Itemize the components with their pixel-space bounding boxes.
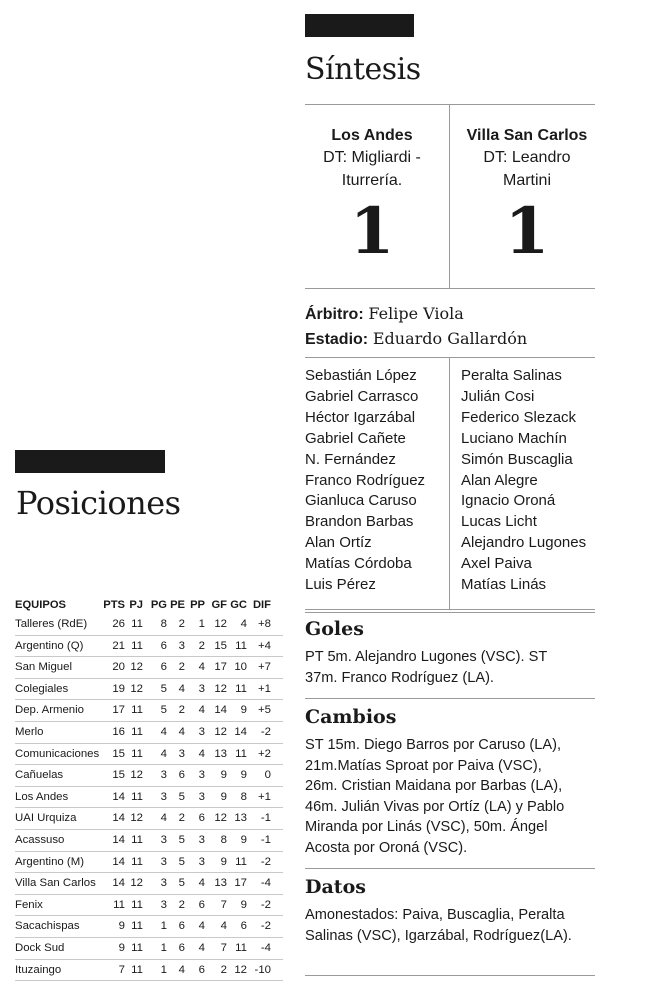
cell-pg: 3 bbox=[160, 790, 167, 803]
cell-pj: 11 bbox=[131, 747, 143, 760]
cell-team: Dock Sud bbox=[15, 941, 65, 954]
cell-pp: 3 bbox=[198, 769, 205, 782]
cell-team: Talleres (RdE) bbox=[15, 618, 88, 630]
cell-pg: 5 bbox=[160, 682, 167, 695]
cell-pts: 14 bbox=[112, 877, 125, 890]
cell-pg: 6 bbox=[160, 639, 167, 652]
cell-team: Argentino (Q) bbox=[15, 639, 84, 652]
cell-pj: 11 bbox=[131, 618, 143, 630]
cell-pg: 4 bbox=[160, 812, 167, 825]
player-name: Brandon Barbas bbox=[305, 513, 414, 531]
table-row bbox=[15, 852, 283, 874]
cell-pj: 12 bbox=[130, 812, 143, 825]
cell-gc: 12 bbox=[234, 963, 247, 976]
divider bbox=[449, 105, 450, 288]
cell-pp: 4 bbox=[198, 941, 205, 954]
cell-team: Sacachispas bbox=[15, 920, 80, 933]
changes-text bbox=[305, 735, 595, 859]
player-name: Matías Linás bbox=[461, 576, 547, 594]
header-pts: PTS bbox=[103, 599, 125, 611]
divider bbox=[305, 612, 595, 613]
cell-pj: 12 bbox=[130, 661, 143, 674]
cell-pp: 6 bbox=[198, 898, 205, 911]
home-team-name: Los Andes bbox=[331, 127, 413, 144]
player-name: Alejandro Lugones bbox=[461, 534, 587, 552]
cell-pg: 1 bbox=[160, 963, 167, 976]
cell-pts: 17 bbox=[112, 704, 125, 717]
cell-dif: +8 bbox=[258, 618, 271, 630]
player-name: Alan Alegre bbox=[461, 471, 538, 489]
player-name: Simón Buscaglia bbox=[461, 450, 573, 468]
referee: Árbitro: Felipe Viola bbox=[305, 304, 464, 323]
home-team-coach: Iturrería. bbox=[341, 172, 403, 189]
cell-gf: 14 bbox=[214, 704, 227, 717]
cell-pts: 21 bbox=[112, 639, 125, 652]
table-row bbox=[15, 895, 283, 917]
player-name: Héctor Igarzábal bbox=[305, 408, 416, 426]
header-dif: DIF bbox=[252, 599, 271, 611]
cell-pj: 11 bbox=[131, 941, 143, 954]
divider bbox=[449, 358, 450, 609]
posiciones-header-bar bbox=[15, 450, 165, 473]
text-line: 21m.Matías Sproat por Paiva (VSC), bbox=[305, 757, 542, 774]
cell-team: Merlo bbox=[15, 725, 44, 738]
cell-pe: 6 bbox=[178, 769, 185, 782]
cell-pg: 8 bbox=[160, 618, 167, 630]
text-line: Salinas (VSC), Igarzábal, Rodríguez(LA). bbox=[305, 927, 572, 944]
cell-team: Villa San Carlos bbox=[15, 877, 96, 890]
changes-title: Cambios bbox=[305, 706, 397, 728]
match-officials bbox=[305, 302, 527, 352]
cell-pts: 26 bbox=[112, 618, 125, 630]
cell-pe: 4 bbox=[178, 682, 185, 695]
cell-pe: 4 bbox=[178, 963, 185, 976]
cell-pj: 11 bbox=[131, 898, 143, 911]
cell-pe: 3 bbox=[178, 639, 185, 652]
cell-gc: 10 bbox=[234, 661, 247, 674]
header-gf: GF bbox=[211, 599, 227, 611]
cell-gc: 11 bbox=[235, 639, 247, 652]
player-name: Gabriel Cañete bbox=[305, 429, 406, 447]
table-row bbox=[15, 808, 283, 830]
sintesis-title: Síntesis bbox=[305, 52, 421, 87]
player-name: Alan Ortíz bbox=[305, 534, 372, 552]
cell-gf: 4 bbox=[220, 920, 227, 933]
cell-pe: 2 bbox=[178, 812, 185, 825]
cell-gc: 11 bbox=[235, 747, 247, 760]
cell-pg: 4 bbox=[160, 747, 167, 760]
cell-pts: 9 bbox=[118, 920, 125, 933]
player-name: Federico Slezack bbox=[461, 408, 577, 426]
cell-pj: 11 bbox=[131, 855, 143, 868]
goals-text bbox=[305, 647, 595, 688]
cell-pj: 11 bbox=[131, 963, 143, 976]
cell-gc: 6 bbox=[240, 920, 247, 933]
cell-pts: 14 bbox=[112, 855, 125, 868]
cell-gf: 15 bbox=[214, 639, 227, 652]
cell-gf: 9 bbox=[220, 769, 227, 782]
cell-pe: 2 bbox=[178, 898, 185, 911]
cell-dif: +5 bbox=[258, 704, 271, 717]
text-line: Acosta por Oroná (VSC). bbox=[305, 839, 468, 856]
cell-pg: 1 bbox=[160, 920, 167, 933]
cell-pj: 11 bbox=[131, 833, 143, 846]
cell-pp: 6 bbox=[198, 963, 205, 976]
cell-pe: 4 bbox=[178, 725, 185, 738]
cell-pj: 11 bbox=[131, 704, 143, 717]
cell-pe: 6 bbox=[178, 920, 185, 933]
table-row bbox=[15, 614, 283, 636]
cell-pp: 4 bbox=[198, 920, 205, 933]
text-line: 46m. Julián Vivas por Ortíz (LA) y Pablo bbox=[305, 798, 565, 815]
cell-team: Dep. Armenio bbox=[15, 704, 85, 717]
cell-pg: 3 bbox=[160, 898, 167, 911]
cell-dif: 0 bbox=[264, 769, 271, 782]
cell-pts: 16 bbox=[112, 725, 125, 738]
text-line: PT 5m. Alejandro Lugones (VSC). ST bbox=[305, 649, 548, 665]
cell-pj: 11 bbox=[131, 790, 143, 803]
cell-gf: 17 bbox=[214, 661, 227, 674]
header-pp: PP bbox=[190, 599, 205, 611]
cell-pe: 2 bbox=[178, 704, 185, 717]
cell-pp: 4 bbox=[198, 661, 205, 674]
cell-pts: 20 bbox=[112, 661, 125, 674]
sintesis-header-bar bbox=[305, 14, 414, 37]
cell-dif: +4 bbox=[258, 639, 271, 652]
header-team: EQUIPOS bbox=[15, 599, 66, 611]
cell-gc: 11 bbox=[235, 682, 247, 695]
table-row bbox=[15, 700, 283, 722]
cell-team: Los Andes bbox=[15, 790, 69, 803]
table-row bbox=[15, 960, 283, 982]
cell-pp: 3 bbox=[198, 790, 205, 803]
away-team bbox=[455, 126, 599, 269]
divider bbox=[305, 975, 595, 976]
header-pe: PE bbox=[170, 599, 185, 611]
home-team bbox=[300, 126, 444, 269]
goals-title: Goles bbox=[305, 618, 364, 640]
cell-pts: 11 bbox=[113, 898, 125, 911]
cell-pj: 12 bbox=[130, 769, 143, 782]
cell-gf: 8 bbox=[220, 833, 227, 846]
cell-gf: 2 bbox=[220, 963, 227, 976]
cell-pj: 11 bbox=[131, 725, 143, 738]
cell-gf: 7 bbox=[220, 941, 227, 954]
cell-team: Acassuso bbox=[15, 833, 65, 846]
header-pj: PJ bbox=[129, 599, 143, 611]
cell-gc: 9 bbox=[240, 704, 247, 717]
cell-pp: 4 bbox=[198, 877, 205, 890]
divider bbox=[305, 288, 595, 289]
cell-pp: 3 bbox=[198, 682, 205, 695]
cell-pe: 2 bbox=[178, 661, 185, 674]
cell-pj: 12 bbox=[130, 877, 143, 890]
cell-dif: -10 bbox=[254, 963, 271, 976]
cell-pe: 5 bbox=[178, 855, 185, 868]
player-name: N. Fernández bbox=[305, 450, 396, 468]
cell-team: Cañuelas bbox=[15, 769, 64, 782]
cell-pj: 11 bbox=[131, 920, 143, 933]
away-team-name: Villa San Carlos bbox=[466, 127, 588, 144]
cell-gc: 17 bbox=[234, 877, 247, 890]
cell-pe: 3 bbox=[178, 747, 185, 760]
cell-gc: 13 bbox=[234, 812, 247, 825]
table-row bbox=[15, 679, 283, 701]
cell-dif: -2 bbox=[260, 855, 271, 868]
cell-pe: 5 bbox=[178, 790, 185, 803]
cell-team: Ituzaingo bbox=[15, 963, 62, 976]
cell-dif: +2 bbox=[258, 747, 271, 760]
cell-gc: 11 bbox=[235, 941, 247, 954]
cell-pp: 3 bbox=[198, 725, 205, 738]
cell-pe: 5 bbox=[178, 833, 185, 846]
cell-gf: 12 bbox=[214, 618, 227, 630]
cell-pg: 1 bbox=[160, 941, 167, 954]
cell-pts: 15 bbox=[112, 747, 125, 760]
away-lineup bbox=[461, 366, 586, 596]
posiciones-title: Posiciones bbox=[16, 484, 181, 522]
cell-pts: 19 bbox=[112, 682, 125, 695]
cell-pp: 3 bbox=[198, 855, 205, 868]
home-team-coach: DT: Migliardi - bbox=[323, 149, 421, 166]
player-name: Peralta Salinas bbox=[461, 367, 562, 384]
cell-team: San Miguel bbox=[15, 661, 72, 674]
stadium: Estadio: Eduardo Gallardón bbox=[305, 329, 528, 348]
cell-team: UAI Urquiza bbox=[15, 812, 77, 825]
cell-gf: 12 bbox=[214, 725, 227, 738]
table-row bbox=[15, 744, 283, 766]
player-name: Julián Cosi bbox=[461, 387, 535, 405]
cell-gf: 7 bbox=[220, 898, 227, 911]
cell-pts: 15 bbox=[112, 769, 125, 782]
standings-table bbox=[15, 596, 283, 981]
table-row bbox=[15, 830, 283, 852]
cell-pts: 9 bbox=[118, 941, 125, 954]
cell-pj: 11 bbox=[131, 639, 143, 652]
home-score: 1 bbox=[349, 194, 395, 269]
cell-pe: 6 bbox=[178, 941, 185, 954]
player-name: Gabriel Carrasco bbox=[305, 387, 419, 405]
text-line: 37m. Franco Rodríguez (LA). bbox=[305, 669, 494, 686]
cell-pg: 3 bbox=[160, 877, 167, 890]
cell-pts: 7 bbox=[118, 963, 125, 976]
away-score: 1 bbox=[504, 194, 550, 269]
cell-pp: 1 bbox=[198, 618, 205, 630]
cell-pp: 3 bbox=[198, 833, 205, 846]
cell-gc: 9 bbox=[240, 833, 247, 846]
divider bbox=[305, 609, 595, 610]
divider bbox=[305, 868, 595, 869]
cell-dif: +1 bbox=[258, 790, 271, 803]
text-line: 26m. Cristian Maidana por Barbas (LA), bbox=[305, 778, 563, 795]
cell-gc: 9 bbox=[240, 898, 247, 911]
player-name: Luciano Machín bbox=[461, 429, 567, 447]
cell-dif: +7 bbox=[258, 661, 271, 674]
player-name: Axel Paiva bbox=[461, 555, 532, 573]
cell-pp: 6 bbox=[198, 812, 205, 825]
cell-gc: 14 bbox=[234, 725, 247, 738]
cell-dif: -1 bbox=[260, 812, 271, 825]
text-line: Miranda por Linás (VSC), 50m. Ángel bbox=[305, 819, 548, 836]
player-name: Lucas Licht bbox=[461, 513, 537, 531]
cell-pg: 3 bbox=[160, 769, 167, 782]
cell-pts: 14 bbox=[112, 790, 125, 803]
cell-gc: 9 bbox=[240, 769, 247, 782]
player-name: Franco Rodríguez bbox=[305, 471, 426, 489]
text-line: Amonestados: Paiva, Buscaglia, Peralta bbox=[305, 907, 565, 923]
cell-dif: -4 bbox=[260, 941, 271, 954]
table-row bbox=[15, 873, 283, 895]
cell-gc: 4 bbox=[240, 618, 247, 630]
player-name: Luis Pérez bbox=[305, 576, 376, 594]
cell-pg: 3 bbox=[160, 855, 167, 868]
cell-gf: 13 bbox=[214, 747, 227, 760]
standings-header bbox=[15, 596, 283, 614]
player-name: Gianluca Caruso bbox=[305, 492, 417, 510]
away-team-coach: Martini bbox=[502, 172, 551, 189]
cell-gf: 9 bbox=[220, 855, 227, 868]
table-row bbox=[15, 787, 283, 809]
cell-pts: 14 bbox=[112, 833, 125, 846]
cell-pts: 14 bbox=[112, 812, 125, 825]
cell-gc: 11 bbox=[235, 855, 247, 868]
data-title: Datos bbox=[305, 876, 366, 898]
cell-pp: 4 bbox=[198, 747, 205, 760]
table-row bbox=[15, 765, 283, 787]
text-line: ST 15m. Diego Barros por Caruso (LA), bbox=[305, 737, 562, 753]
table-row bbox=[15, 722, 283, 744]
table-row bbox=[15, 916, 283, 938]
cell-dif: -2 bbox=[260, 898, 271, 911]
cell-pg: 4 bbox=[160, 725, 167, 738]
cell-team: Colegiales bbox=[15, 682, 69, 695]
cell-pg: 3 bbox=[160, 833, 167, 846]
player-name: Matías Córdoba bbox=[305, 555, 412, 573]
cell-gc: 8 bbox=[240, 790, 247, 803]
cell-pg: 6 bbox=[160, 661, 167, 674]
table-row bbox=[15, 657, 283, 679]
player-name: Ignacio Oroná bbox=[461, 492, 556, 510]
header-gc: GC bbox=[230, 599, 247, 611]
divider bbox=[305, 357, 595, 358]
table-row bbox=[15, 938, 283, 960]
cell-pj: 12 bbox=[130, 682, 143, 695]
cell-gf: 12 bbox=[214, 682, 227, 695]
cell-dif: -4 bbox=[260, 877, 271, 890]
cell-gf: 9 bbox=[220, 790, 227, 803]
table-row bbox=[15, 636, 283, 658]
cell-pg: 5 bbox=[160, 704, 167, 717]
cell-gf: 12 bbox=[214, 812, 227, 825]
cell-pe: 2 bbox=[178, 618, 185, 630]
cell-pp: 4 bbox=[198, 704, 205, 717]
data-text bbox=[305, 905, 595, 946]
cell-dif: +1 bbox=[258, 682, 271, 695]
header-pg: PG bbox=[150, 599, 167, 611]
player-name: Sebastián López bbox=[305, 367, 417, 384]
cell-pp: 2 bbox=[198, 639, 205, 652]
divider bbox=[305, 698, 595, 699]
cell-dif: -2 bbox=[260, 920, 271, 933]
away-team-coach: DT: Leandro bbox=[483, 149, 571, 166]
cell-gf: 13 bbox=[214, 877, 227, 890]
divider bbox=[305, 104, 595, 105]
cell-dif: -2 bbox=[260, 725, 271, 738]
cell-team: Argentino (M) bbox=[15, 855, 85, 868]
home-lineup bbox=[305, 366, 425, 596]
cell-team: Comunicaciones bbox=[15, 747, 100, 760]
cell-pe: 5 bbox=[178, 877, 185, 890]
cell-team: Fenix bbox=[15, 898, 43, 911]
cell-dif: -1 bbox=[260, 833, 271, 846]
